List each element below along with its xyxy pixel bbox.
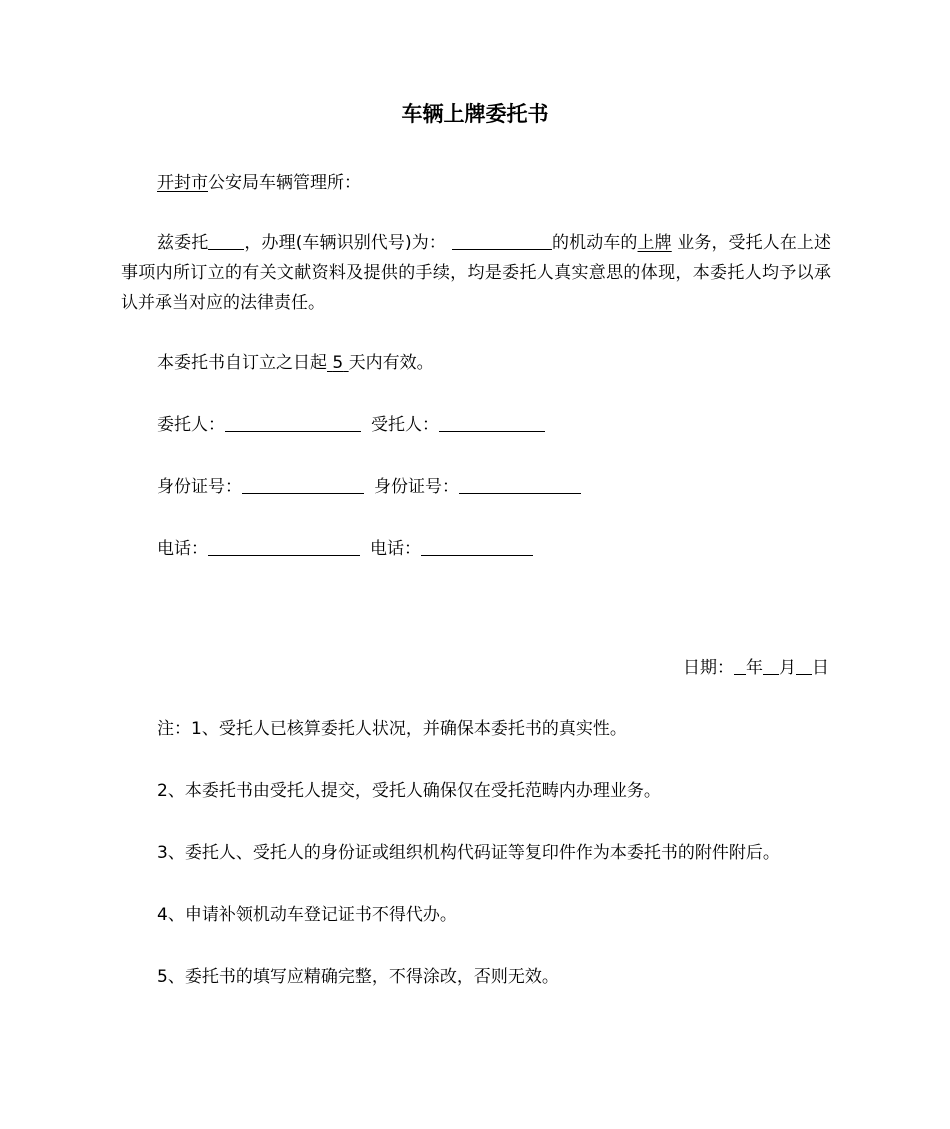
id-number-line xyxy=(157,472,581,502)
addressee-line xyxy=(157,168,361,198)
year-blank[interactable] xyxy=(734,654,746,675)
month-blank[interactable] xyxy=(763,654,779,675)
day-blank[interactable] xyxy=(796,654,812,675)
date-label: 日期： xyxy=(683,658,734,678)
addressee-city: 开封市 xyxy=(157,173,208,193)
document-title: 车辆上牌委托书 xyxy=(401,102,549,126)
agent-id-label: 身份证号： xyxy=(374,477,459,497)
client-id-label: 身份证号： xyxy=(157,477,242,497)
note-2: 2、本委托书由受托人提交，受托人确保仅在受托范畴内办理业务。 xyxy=(157,781,661,801)
note-5: 5、委托书的填写应精确完整，不得涂改，否则无效。 xyxy=(157,967,559,987)
addressee-rest: 公安局车辆管理所： xyxy=(208,173,361,193)
client-phone-blank[interactable] xyxy=(208,535,360,556)
agent-label: 受托人： xyxy=(371,415,439,435)
client-name-blank[interactable] xyxy=(225,411,361,432)
body-part-4: 业务，受托人在上述事项内所订立的有关文献资料及提供的手续，均是委托人真实意思的体现，本委托人均予以承认并承当对应的法律责任。 xyxy=(121,233,832,313)
client-agent-line xyxy=(157,410,545,440)
day-unit: 日 xyxy=(812,658,829,678)
client-label: 委托人： xyxy=(157,415,225,435)
vin-blank[interactable] xyxy=(452,229,552,250)
body-part-2: ，办理(车辆识别代号)为： xyxy=(244,233,446,253)
note-4: 4、申请补领机动车登记证书不得代办。 xyxy=(157,905,457,925)
authorization-paragraph xyxy=(121,228,831,318)
agent-phone-label: 电话： xyxy=(370,539,421,559)
validity-line xyxy=(157,348,434,378)
date-line xyxy=(683,653,829,683)
validity-days: 5 xyxy=(332,353,344,373)
business-type: 上牌 xyxy=(637,233,672,253)
validity-suffix: 天内有效。 xyxy=(348,353,434,373)
note-1: 注：1、受托人已核算委托人状况，并确保本委托书的真实性。 xyxy=(157,719,627,739)
note-3: 3、委托人、受托人的身份证或组织机构代码证等复印件作为本委托书的附件附后。 xyxy=(157,843,780,863)
client-id-blank[interactable] xyxy=(242,473,364,494)
agent-name-blank[interactable] xyxy=(208,229,244,250)
client-phone-label: 电话： xyxy=(157,539,208,559)
year-unit: 年 xyxy=(746,658,763,678)
body-part-1: 兹委托 xyxy=(157,233,209,253)
agent-phone-blank[interactable] xyxy=(421,535,533,556)
agent-id-blank[interactable] xyxy=(459,473,581,494)
validity-prefix: 本委托书自订立之日起 xyxy=(157,353,327,373)
body-part-3: 的机动车的 xyxy=(551,233,638,253)
month-unit: 月 xyxy=(779,658,796,678)
phone-line xyxy=(157,534,533,564)
agent-blank[interactable] xyxy=(439,411,545,432)
